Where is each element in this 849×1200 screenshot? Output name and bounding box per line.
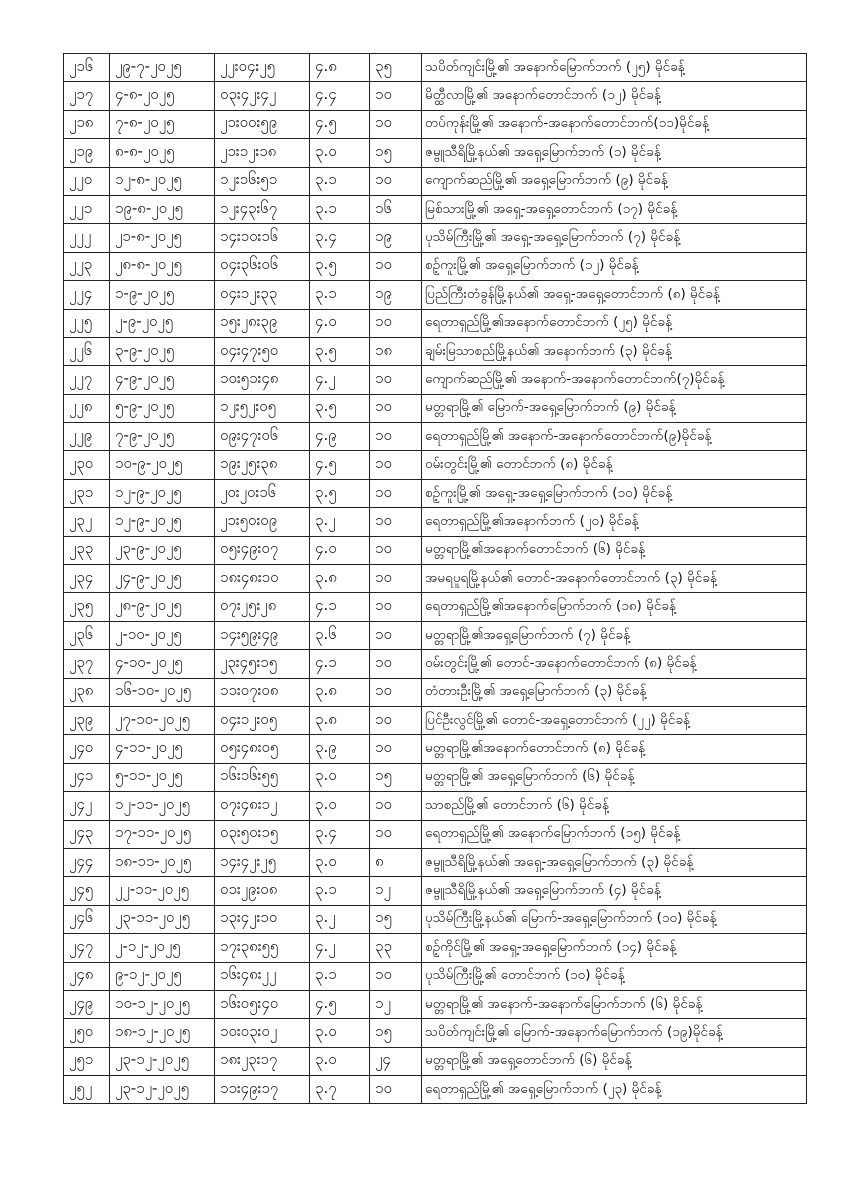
time-cell: ၁၂း၁၆း၅၁ — [215, 167, 310, 195]
depth-cell: ၁၀ — [370, 593, 422, 621]
magnitude-cell: ၃.၅ — [310, 337, 370, 365]
time-cell: ၁၄း၅၉း၄၉ — [215, 621, 310, 649]
table-row — [64, 110, 807, 138]
time-cell: ၀၄း၁၂း၃၃ — [215, 281, 310, 309]
time-cell: ၂၁း၀၀း၅၉ — [215, 110, 310, 138]
date-cell: ၂၉-၇-၂၀၂၅ — [110, 54, 215, 82]
location-cell: တံတားဦးမြို့၏ အရှေ့မြောက်ဘက် (၃) မိုင်ခန့် — [422, 678, 807, 706]
location-cell: ရေတာရှည်မြို့၏အနောက်မြောက်ဘက် (၁၈) မိုင်ခန့် — [422, 593, 807, 621]
record-number-cell: ၂၂၄ — [64, 281, 110, 309]
record-number-cell: ၂၂၅ — [64, 309, 110, 337]
magnitude-cell: ၄.၂ — [310, 366, 370, 394]
date-cell: ၂-၁၀-၂၀၂၅ — [110, 621, 215, 649]
time-cell: ၁၆း၁၆း၅၅ — [215, 763, 310, 791]
time-cell: ၂၀း၂၀း၁၆ — [215, 479, 310, 507]
table-row — [64, 735, 807, 763]
depth-cell: ၁၀ — [370, 536, 422, 564]
depth-cell: ၁၀ — [370, 167, 422, 195]
magnitude-cell: ၃.၁ — [310, 195, 370, 223]
record-number-cell: ၂၄၀ — [64, 735, 110, 763]
record-number-cell: ၂၄၅ — [64, 877, 110, 905]
magnitude-cell: ၄.၁ — [310, 593, 370, 621]
magnitude-cell: ၄.၈ — [310, 54, 370, 82]
table-row — [64, 82, 807, 110]
record-number-cell: ၂၄၃ — [64, 820, 110, 848]
date-cell: ၅-၉-၂၀၂၅ — [110, 394, 215, 422]
date-cell: ၃-၉-၂၀၂၅ — [110, 337, 215, 365]
location-cell: စဉ့်ကူးမြို့၏ အရှေ့-အရှေ့မြောက်ဘက် (၁၀) မိုင်ခန့် — [422, 479, 807, 507]
depth-cell: ၁၀ — [370, 678, 422, 706]
record-number-cell: ၂၃၂ — [64, 508, 110, 536]
depth-cell: ၁၀ — [370, 82, 422, 110]
magnitude-cell: ၄.၄ — [310, 82, 370, 110]
location-cell: ဝမ်းတွင်းမြို့၏ တောင်ဘက် (၈) မိုင်ခန့် — [422, 451, 807, 479]
magnitude-cell: ၃.၀ — [310, 848, 370, 876]
record-number-cell: ၂၃၅ — [64, 593, 110, 621]
time-cell: ၀၄း၄၇း၅၀ — [215, 337, 310, 365]
date-cell: ၂၂-၁၁-၂၀၂၅ — [110, 877, 215, 905]
magnitude-cell: ၄.၉ — [310, 423, 370, 451]
table-row — [64, 848, 807, 876]
magnitude-cell: ၃.၆ — [310, 621, 370, 649]
record-number-cell: ၂၂၃ — [64, 252, 110, 280]
depth-cell: ၂၄ — [370, 1047, 422, 1075]
date-cell: ၂၃-၁၁-၂၀၂၅ — [110, 905, 215, 933]
date-cell: ၁၂-၈-၂၀၂၅ — [110, 167, 215, 195]
record-number-cell: ၂၄၈ — [64, 962, 110, 990]
location-cell: မတ္တရာမြို့၏ အရှေ့မြောက်ဘက် (၆) မိုင်ခန့် — [422, 763, 807, 791]
magnitude-cell: ၃.၁ — [310, 962, 370, 990]
record-number-cell: ၂၂၆ — [64, 337, 110, 365]
location-cell: သပိတ်ကျင်းမြို့၏ မြောက်-အနောက်မြောက်ဘက် (၁၉)မိုင်ခန့် — [422, 1019, 807, 1047]
time-cell: ၂၂း၀၄း၂၅ — [215, 54, 310, 82]
record-number-cell: ၂၃၇ — [64, 650, 110, 678]
record-number-cell: ၂၄၇ — [64, 934, 110, 962]
date-cell: ၇-၉-၂၀၂၅ — [110, 423, 215, 451]
depth-cell: ၁၀ — [370, 735, 422, 763]
date-cell: ၅-၁၁-၂၀၂၅ — [110, 763, 215, 791]
date-cell: ၂၇-၁၀-၂၀၂၅ — [110, 706, 215, 734]
table-row — [64, 54, 807, 82]
depth-cell: ၁၀ — [370, 423, 422, 451]
table-row — [64, 195, 807, 223]
location-cell: ကျောက်ဆည်မြို့၏ အရှေ့မြောက်ဘက် (၉) မိုင်ခန့် — [422, 167, 807, 195]
location-cell: ဇမ္ဗူသီရိမြို့နယ်၏ အရှေ့-အရှေ့မြောက်ဘက် (၃) မိုင်ခန့် — [422, 848, 807, 876]
depth-cell: ၁၀ — [370, 565, 422, 593]
table-row — [64, 650, 807, 678]
table-row — [64, 905, 807, 933]
magnitude-cell: ၃.၁ — [310, 877, 370, 905]
table-row — [64, 820, 807, 848]
location-cell: ချမ်းမြသာစည်မြို့နယ်၏ အနောက်ဘက် (၃) မိုင်ခန့် — [422, 337, 807, 365]
location-cell: မတ္တရာမြို့၏ မြောက်-အရှေ့မြောက်ဘက် (၉) မိုင်ခန့် — [422, 394, 807, 422]
date-cell: ၁၂-၉-၂၀၂၅ — [110, 479, 215, 507]
table-row — [64, 792, 807, 820]
time-cell: ၀၇း၂၅း၂၈ — [215, 593, 310, 621]
magnitude-cell: ၃.၄ — [310, 820, 370, 848]
record-number-cell: ၂၄၁ — [64, 763, 110, 791]
location-cell: မတ္တရာမြို့၏အနောက်တောင်ဘက် (၆) မိုင်ခန့် — [422, 536, 807, 564]
location-cell: ပုသိမ်ကြီးမြို့နယ်၏ မြောက်-အရှေ့မြောက်ဘက် (၁၀) မိုင်ခန့် — [422, 905, 807, 933]
magnitude-cell: ၄.၅ — [310, 451, 370, 479]
location-cell: မတ္တရာမြို့၏ အရှေ့တောင်ဘက် (၆) မိုင်ခန့် — [422, 1047, 807, 1075]
location-cell: စဉ့်ကူးမြို့၏ အရှေ့မြောက်ဘက် (၁၂) မိုင်ခန့် — [422, 252, 807, 280]
magnitude-cell: ၃.၅ — [310, 394, 370, 422]
magnitude-cell: ၃.၁ — [310, 281, 370, 309]
table-row — [64, 451, 807, 479]
depth-cell: ၁၅ — [370, 763, 422, 791]
time-cell: ၀၅း၄၈း၀၅ — [215, 735, 310, 763]
depth-cell: ၁၀ — [370, 394, 422, 422]
date-cell: ၂၃-၁၂-၂၀၂၅ — [110, 1047, 215, 1075]
depth-cell: ၁၈ — [370, 337, 422, 365]
magnitude-cell: ၄.၀ — [310, 309, 370, 337]
date-cell: ၄-၁၁-၂၀၂၅ — [110, 735, 215, 763]
location-cell: စဉ့်ကိုင်မြို့၏ အရှေ့-အရှေ့မြောက်ဘက် (၁၄) မိုင်ခန့် — [422, 934, 807, 962]
location-cell: ပုသိမ်ကြီးမြို့၏ တောင်ဘက် (၁၀) မိုင်ခန့် — [422, 962, 807, 990]
depth-cell: ၁၀ — [370, 366, 422, 394]
table-row — [64, 962, 807, 990]
date-cell: ၂၄-၉-၂၀၂၅ — [110, 565, 215, 593]
table-row — [64, 1076, 807, 1104]
table-row — [64, 366, 807, 394]
location-cell: မိတ္ထီလာမြို့၏ အနောက်တောင်ဘက် (၁၂) မိုင်ခန့် — [422, 82, 807, 110]
location-cell: အမရပူရမြို့နယ်၏ တောင်-အနောက်တောင်ဘက် (၃) မိုင်ခန့် — [422, 565, 807, 593]
table-row — [64, 224, 807, 252]
magnitude-cell: ၃.၀ — [310, 763, 370, 791]
record-number-cell: ၂၁၉ — [64, 139, 110, 167]
table-row — [64, 1019, 807, 1047]
earthquake-table — [63, 53, 807, 1104]
table-row — [64, 934, 807, 962]
record-number-cell: ၂၂၇ — [64, 366, 110, 394]
magnitude-cell: ၃.၉ — [310, 735, 370, 763]
magnitude-cell: ၄.၂ — [310, 934, 370, 962]
table-row — [64, 990, 807, 1018]
magnitude-cell: ၄.၁ — [310, 650, 370, 678]
date-cell: ၄-၁၀-၂၀၂၅ — [110, 650, 215, 678]
magnitude-cell: ၃.၀ — [310, 1047, 370, 1075]
time-cell: ၁၇း၃၈း၅၅ — [215, 934, 310, 962]
time-cell: ၁၁း၀၇း၀၈ — [215, 678, 310, 706]
location-cell: ဝမ်းတွင်းမြို့၏ တောင်-အနောက်တောင်ဘက် (၈) မိုင်ခန့် — [422, 650, 807, 678]
location-cell: ပြင်ဦးလွင်မြို့၏ တောင်-အရှေ့တောင်ဘက် (၂၂) မိုင်ခန့် — [422, 706, 807, 734]
location-cell: သပိတ်ကျင်းမြို့၏ အနောက်မြောက်ဘက် (၂၅) မိုင်ခန့် — [422, 54, 807, 82]
table-row — [64, 621, 807, 649]
time-cell: ၁၉း၂၅း၃၈ — [215, 451, 310, 479]
location-cell: ဇမ္ဗူသီရိမြို့နယ်၏ အရှေ့မြောက်ဘက် (၄) မိုင်ခန့် — [422, 877, 807, 905]
table-row — [64, 763, 807, 791]
record-number-cell: ၂၃၆ — [64, 621, 110, 649]
location-cell: ရေတာရှည်မြို့၏အနောက်ဘက် (၂၀) မိုင်ခန့် — [422, 508, 807, 536]
location-cell: ဇမ္ဗူသီရိမြို့နယ်၏ အရှေ့မြောက်ဘက် (၁) မိုင်ခန့် — [422, 139, 807, 167]
table-row — [64, 423, 807, 451]
record-number-cell: ၂၁၆ — [64, 54, 110, 82]
time-cell: ၁၂း၄၃း၆၇ — [215, 195, 310, 223]
magnitude-cell: ၃.၄ — [310, 224, 370, 252]
table-row — [64, 706, 807, 734]
time-cell: ၂၁း၁၂း၁၈ — [215, 139, 310, 167]
magnitude-cell: ၃.၈ — [310, 678, 370, 706]
depth-cell: ၁၅ — [370, 905, 422, 933]
date-cell: ၂၃-၁၂-၂၀၂၅ — [110, 1076, 215, 1104]
depth-cell: ၁၀ — [370, 309, 422, 337]
depth-cell: ၁၅ — [370, 1019, 422, 1047]
record-number-cell: ၂၁၇ — [64, 82, 110, 110]
time-cell: ၁၁း၄၉း၁၇ — [215, 1076, 310, 1104]
time-cell: ၁၄း၄၂း၂၅ — [215, 848, 310, 876]
location-cell: ရေတာရှည်မြို့၏အနောက်တောင်ဘက် (၂၅) မိုင်ခန့် — [422, 309, 807, 337]
location-cell: မြစ်သားမြို့၏ အရှေ့-အရှေ့တောင်ဘက် (၁၇) မိုင်ခန့် — [422, 195, 807, 223]
location-cell: ရေတာရှည်မြို့၏ အနောက်မြောက်ဘက် (၁၅) မိုင်ခန့် — [422, 820, 807, 848]
time-cell: ၀၉း၄၇း၀၆ — [215, 423, 310, 451]
record-number-cell: ၂၅၀ — [64, 1019, 110, 1047]
depth-cell: ၁၀ — [370, 621, 422, 649]
record-number-cell: ၂၄၆ — [64, 905, 110, 933]
record-number-cell: ၂၃၀ — [64, 451, 110, 479]
time-cell: ၁၈း၂၃း၁၇ — [215, 1047, 310, 1075]
location-cell: တပ်ကုန်းမြို့၏ အနောက်-အနောက်တောင်ဘက်(၁၁)မိုင်ခန့် — [422, 110, 807, 138]
date-cell: ၁၀-၉-၂၀၂၅ — [110, 451, 215, 479]
date-cell: ၁၉-၈-၂၀၂၅ — [110, 195, 215, 223]
depth-cell: ၈ — [370, 848, 422, 876]
table-row — [64, 139, 807, 167]
depth-cell: ၁၉ — [370, 281, 422, 309]
location-cell: ပုသိမ်ကြီးမြို့၏ အရှေ့-အရှေ့မြောက်ဘက် (၇) မိုင်ခန့် — [422, 224, 807, 252]
depth-cell: ၁၀ — [370, 962, 422, 990]
date-cell: ၇-၈-၂၀၂၅ — [110, 110, 215, 138]
table-row — [64, 877, 807, 905]
table-row — [64, 678, 807, 706]
magnitude-cell: ၃.၈ — [310, 706, 370, 734]
time-cell: ၁၃း၄၂း၁၀ — [215, 905, 310, 933]
date-cell: ၁၈-၁၁-၂၀၂၅ — [110, 848, 215, 876]
time-cell: ၀၇း၄၈း၁၂ — [215, 792, 310, 820]
magnitude-cell: ၃.၂ — [310, 905, 370, 933]
magnitude-cell: ၃.၈ — [310, 565, 370, 593]
magnitude-cell: ၃.၀ — [310, 139, 370, 167]
record-number-cell: ၂၄၉ — [64, 990, 110, 1018]
date-cell: ၄-၉-၂၀၂၅ — [110, 366, 215, 394]
location-cell: ကျောက်ဆည်မြို့၏ အနောက်-အနောက်တောင်ဘက်(၇)မိုင်ခန့် — [422, 366, 807, 394]
location-cell: မတ္တရာမြို့၏ အနောက်-အနောက်မြောက်ဘက် (၆) မိုင်ခန့် — [422, 990, 807, 1018]
depth-cell: ၁၀ — [370, 508, 422, 536]
time-cell: ၀၄း၁၂း၀၅ — [215, 706, 310, 734]
magnitude-cell: ၄.၀ — [310, 536, 370, 564]
record-number-cell: ၂၂၁ — [64, 195, 110, 223]
date-cell: ၂-၁၂-၂၀၂၅ — [110, 934, 215, 962]
depth-cell: ၁၀ — [370, 451, 422, 479]
table-row — [64, 394, 807, 422]
location-cell: မတ္တရာမြို့၏အရှေ့မြောက်ဘက် (၇) မိုင်ခန့် — [422, 621, 807, 649]
depth-cell: ၁၂ — [370, 990, 422, 1018]
depth-cell: ၁၀ — [370, 792, 422, 820]
date-cell: ၁၂-၉-၂၀၂၅ — [110, 508, 215, 536]
time-cell: ၁၈း၄၈း၁၀ — [215, 565, 310, 593]
time-cell: ၀၃း၄၂း၄၂ — [215, 82, 310, 110]
time-cell: ၁၂း၅၂း၀၅ — [215, 394, 310, 422]
record-number-cell: ၂၄၂ — [64, 792, 110, 820]
table-row — [64, 479, 807, 507]
depth-cell: ၃၅ — [370, 54, 422, 82]
table-row — [64, 1047, 807, 1075]
time-cell: ၀၄း၃၆း၀၆ — [215, 252, 310, 280]
depth-cell: ၁၅ — [370, 139, 422, 167]
table-row — [64, 309, 807, 337]
date-cell: ၁၀-၁၂-၂၀၂၅ — [110, 990, 215, 1018]
table-row — [64, 508, 807, 536]
depth-cell: ၁၀ — [370, 479, 422, 507]
location-cell: ပြည်ကြီးတံခွန်မြို့နယ်၏ အရှေ့-အရှေ့တောင်ဘက် (၈) မိုင်ခန့် — [422, 281, 807, 309]
time-cell: ၁၀း၀၃း၀၂ — [215, 1019, 310, 1047]
location-cell: သာစည်မြို့၏ တောင်ဘက် (၆) မိုင်ခန့် — [422, 792, 807, 820]
time-cell: ၀၁း၂၉း၀၈ — [215, 877, 310, 905]
depth-cell: ၁၀ — [370, 650, 422, 678]
record-number-cell: ၂၃၄ — [64, 565, 110, 593]
earthquake-record-page — [63, 53, 806, 1104]
time-cell: ၁၀း၅၁း၄၈ — [215, 366, 310, 394]
date-cell: ၁၂-၁၁-၂၀၂၅ — [110, 792, 215, 820]
magnitude-cell: ၃.၅ — [310, 252, 370, 280]
date-cell: ၂၈-၈-၂၀၂၅ — [110, 252, 215, 280]
record-number-cell: ၂၄၄ — [64, 848, 110, 876]
magnitude-cell: ၄.၅ — [310, 990, 370, 1018]
record-number-cell: ၂၃၃ — [64, 536, 110, 564]
location-cell: မတ္တရာမြို့၏အနောက်တောင်ဘက် (၈) မိုင်ခန့် — [422, 735, 807, 763]
record-number-cell: ၂၃၈ — [64, 678, 110, 706]
magnitude-cell: ၃.၂ — [310, 508, 370, 536]
table-row — [64, 281, 807, 309]
date-cell: ၂၃-၉-၂၀၂၅ — [110, 536, 215, 564]
record-number-cell: ၂၁၈ — [64, 110, 110, 138]
time-cell: ၂၃း၄၅း၁၅ — [215, 650, 310, 678]
location-cell: ရေတာရှည်မြို့၏ အရှေ့မြောက်ဘက် (၂၃) မိုင်ခန့် — [422, 1076, 807, 1104]
record-number-cell: ၂၂၀ — [64, 167, 110, 195]
time-cell: ၁၄း၁၀း၁၆ — [215, 224, 310, 252]
location-cell: ရေတာရှည်မြို့၏ အနောက်-အနောက်တောင်ဘက်(၉)မိုင်ခန့် — [422, 423, 807, 451]
table-row — [64, 565, 807, 593]
depth-cell: ၁၉ — [370, 224, 422, 252]
table-row — [64, 536, 807, 564]
table-row — [64, 337, 807, 365]
record-number-cell: ၂၅၁ — [64, 1047, 110, 1075]
depth-cell: ၃၃ — [370, 934, 422, 962]
depth-cell: ၁၆ — [370, 195, 422, 223]
time-cell: ၁၆း၄၈း၂၂ — [215, 962, 310, 990]
date-cell: ၁၈-၁၂-၂၀၂၅ — [110, 1019, 215, 1047]
depth-cell: ၁၀ — [370, 1076, 422, 1104]
magnitude-cell: ၃.၀ — [310, 792, 370, 820]
date-cell: ၈-၈-၂၀၂၅ — [110, 139, 215, 167]
depth-cell: ၁၀ — [370, 820, 422, 848]
record-number-cell: ၂၂၉ — [64, 423, 110, 451]
depth-cell: ၁၀ — [370, 252, 422, 280]
magnitude-cell: ၃.၅ — [310, 479, 370, 507]
depth-cell: ၁၀ — [370, 110, 422, 138]
table-row — [64, 167, 807, 195]
table-row — [64, 593, 807, 621]
record-number-cell: ၂၅၂ — [64, 1076, 110, 1104]
time-cell: ၂၁း၅၀း၀၉ — [215, 508, 310, 536]
date-cell: ၁၇-၁၁-၂၀၂၅ — [110, 820, 215, 848]
earthquake-table-body — [64, 54, 807, 1104]
record-number-cell: ၂၂၂ — [64, 224, 110, 252]
magnitude-cell: ၃.၁ — [310, 167, 370, 195]
time-cell: ၁၆း၀၅း၄၀ — [215, 990, 310, 1018]
time-cell: ၁၅း၂၈း၃၉ — [215, 309, 310, 337]
table-row — [64, 252, 807, 280]
time-cell: ၀၃း၅၀း၁၅ — [215, 820, 310, 848]
date-cell: ၄-၈-၂၀၂၅ — [110, 82, 215, 110]
record-number-cell: ၂၂၈ — [64, 394, 110, 422]
date-cell: ၁-၉-၂၀၂၅ — [110, 281, 215, 309]
date-cell: ၂-၉-၂၀၂၅ — [110, 309, 215, 337]
record-number-cell: ၂၃၉ — [64, 706, 110, 734]
date-cell: ၁၆-၁၀-၂၀၂၅ — [110, 678, 215, 706]
depth-cell: ၁၀ — [370, 706, 422, 734]
magnitude-cell: ၃.၇ — [310, 1076, 370, 1104]
date-cell: ၂၁-၈-၂၀၂၅ — [110, 224, 215, 252]
time-cell: ၀၅း၄၉း၀၇ — [215, 536, 310, 564]
date-cell: ၉-၁၂-၂၀၂၅ — [110, 962, 215, 990]
record-number-cell: ၂၃၁ — [64, 479, 110, 507]
magnitude-cell: ၄.၅ — [310, 110, 370, 138]
depth-cell: ၁၂ — [370, 877, 422, 905]
magnitude-cell: ၃.၀ — [310, 1019, 370, 1047]
date-cell: ၂၈-၉-၂၀၂၅ — [110, 593, 215, 621]
